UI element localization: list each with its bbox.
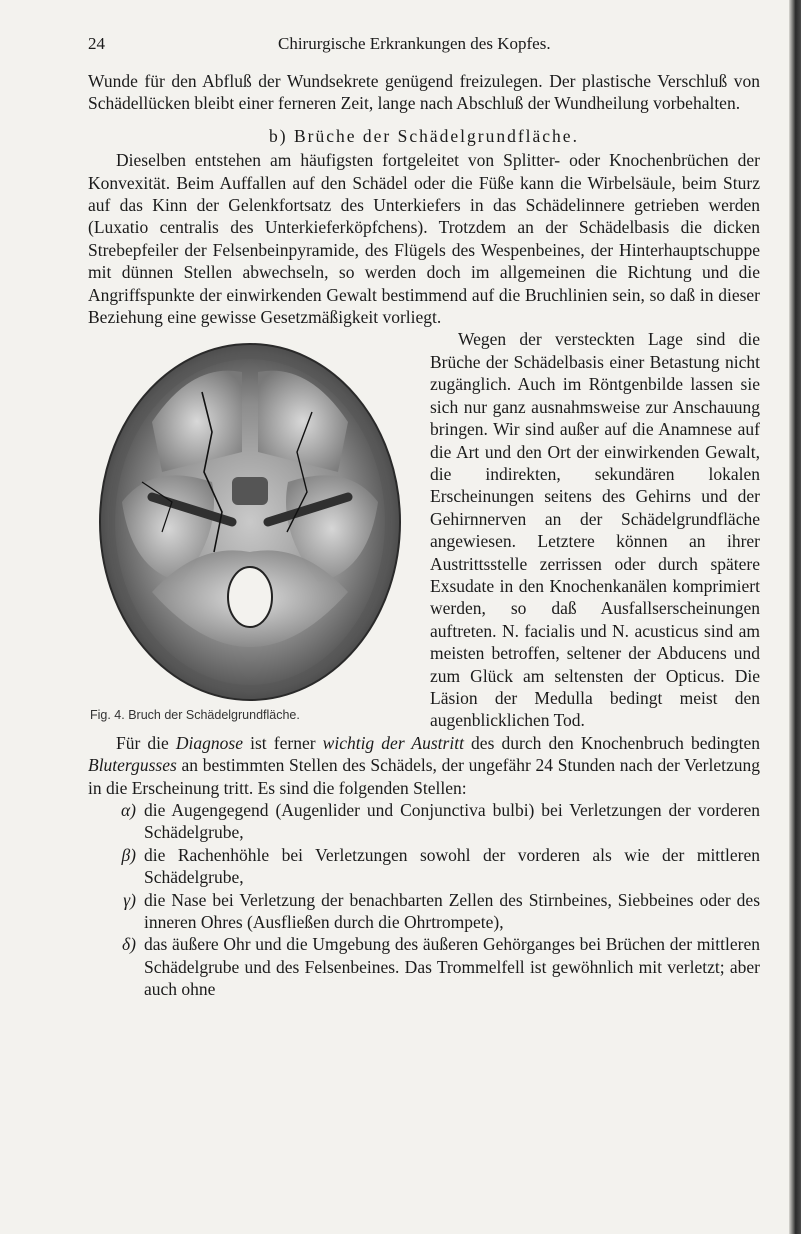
running-title: Chirurgische Erkrankungen des Kopfes. <box>278 34 551 53</box>
p3-diagnose: Diagnose <box>175 732 243 753</box>
list-item <box>88 844 760 889</box>
section-heading: b) Brüche der Schädelgrundfläche. <box>269 125 579 146</box>
list-text: die Augengegend (Augenlider und Conjunctiva bulbi) bei Verletzungen der vorderen Schädelgrube, <box>144 800 760 843</box>
list-marker: γ) <box>123 889 136 910</box>
page-header <box>88 34 760 56</box>
intro-paragraph: Wunde für den Abfluß der Wundsekrete genügend freizulegen. Der plastische Verschluß von Schädellücken bleibt einer ferneren Zeit, lange nach Abschluß der Wundheilung vorbehalten. <box>88 71 760 114</box>
list-text: die Nase bei Verletzung der benachbarten Zellen des Stirnbeines, Siebbeines oder des inneren Ohres (Ausfließen durch die Ohrtrompete), <box>144 889 760 933</box>
list-item <box>88 933 760 1000</box>
figure-caption: Fig. 4. Bruch der Schädelgrundfläche. <box>90 708 300 723</box>
p3-wichtig: wichtig der Austritt <box>322 732 464 753</box>
list-item <box>88 889 760 934</box>
list-text: das äußere Ohr und die Umgebung des äußeren Gehörganges bei Brüchen der mittleren Schädelgrube und des Felsenbeines. Das Trommelfell ist gewöhnlich mit verletzt; aber auch ohne <box>144 934 760 1000</box>
p3-text-1: Für die <box>116 732 176 753</box>
paragraph-2: Wegen der versteckten Lage sind die Brüche der Schädelbasis einer Betastung nicht zugänglich. Auch im Röntgenbilde lassen sie sich nur ganz ausnahmsweise zur Anschauung bringen. Wir sind außer auf die Anamnese auf die Art und den Ort der einwirkenden Gewalt, die indirekten, sekundären lokalen Erscheinungen seitens des Gehirns und der Gehirnnerven an der Schädelgrundfläche angewiesen. Letztere können an ihrer Austrittsstelle zerrissen oder durch spätere Exsudate in den Knochenkanälen komprimiert werden, so daß Ausfallserscheinungen auftreten. N. facialis und N. acusticus sind am meisten betroffen, seltener der Abducens und zum Glück am seltensten der Opticus. Die Läsion der Medulla bedingt meist den augenblicklichen Tod. <box>430 329 760 731</box>
list-marker: α) <box>120 800 136 820</box>
paragraph-3 <box>88 732 760 799</box>
page-edge <box>789 0 801 1234</box>
p3-text-3: des durch den Knochenbruch bedingten <box>463 732 760 753</box>
figure-skull-base <box>82 332 412 730</box>
list-item <box>88 799 760 844</box>
paragraph-1: Dieselben entstehen am häufigsten fortgeleitet von Splitter- oder Knochenbrüchen der Konvexität. Beim Auffallen auf den Schädel oder die Füße kann die Wirbelsäule, beim Sturz auf das Kinn der Gelenkfortsatz des Unterkiefers in das Schädelinnere getrieben werden (Luxatio centralis des Unterkieferköpfchens). Trotzdem an der Schädelbasis die dicken Strebepfeiler der Felsenbeinpyramide, des Flügels des Wespenbeines, der Hinterhauptschuppe mit dünnen Stellen abwechseln, so werden doch im allgemeinen die Richtung und die Angriffspunkte der einwirkenden Gewalt bestimmend auf die Bruchlinien sein, so daß in dieser Beziehung eine gewisse Gesetzmäßigkeit vorliegt. <box>88 150 760 328</box>
p3-text-2: ist ferner <box>243 732 323 753</box>
skull-base-illustration <box>82 332 412 702</box>
location-list <box>88 799 760 1001</box>
page-number: 24 <box>88 34 105 53</box>
p3-text-4: an bestimmten Stellen des Schädels, der ungefähr 24 Stunden nach der Verletzung in die Erscheinung tritt. Es sind die folgenden Stellen: <box>88 755 760 798</box>
list-marker: β) <box>121 844 136 865</box>
body-text <box>88 70 760 1001</box>
list-text: die Rachenhöhle bei Verletzungen sowohl der vorderen als wie der mittleren Schädelgrube, <box>144 844 760 888</box>
list-marker: δ) <box>122 934 136 955</box>
p3-blutergusses: Blutergusses <box>88 755 177 776</box>
